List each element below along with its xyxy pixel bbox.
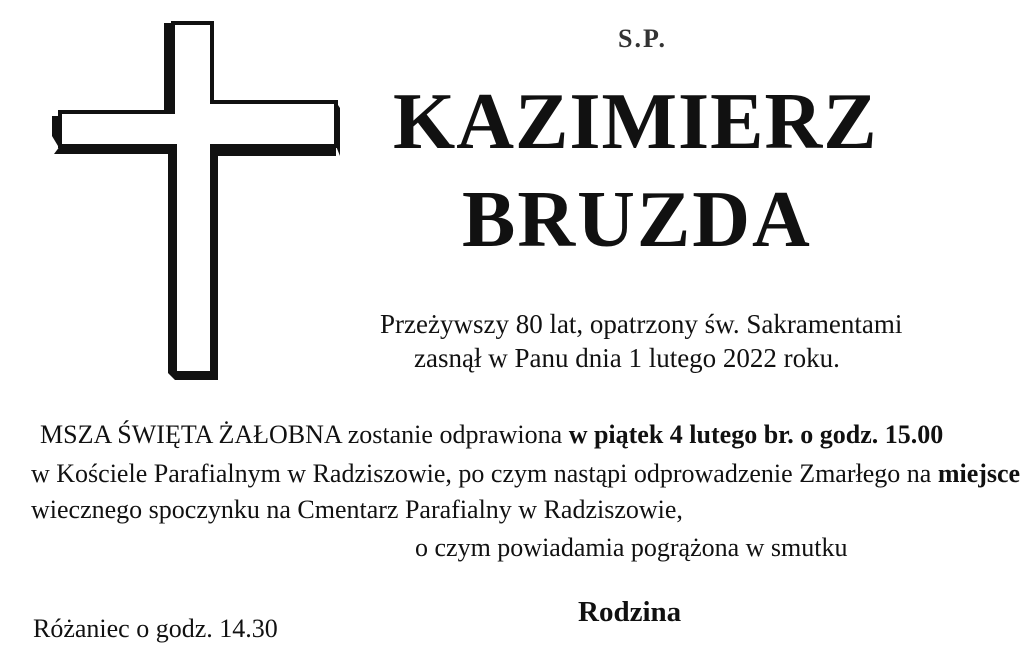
mass-line-2 (31, 459, 1020, 489)
cross-icon (40, 18, 350, 388)
family-signature: Rodzina (578, 596, 682, 628)
deceased-surname: BRUZDA (462, 176, 812, 264)
mass-line-2-text: w Kościele Parafialnym w Radziszowie, po czym nastąpi odprowadzenie Zmarłego na (31, 459, 938, 488)
mass-line-1 (40, 420, 943, 450)
mass-line-2-end: miejsce (937, 459, 1020, 488)
notify-line: o czym powiadamia pogrążona w smutku (415, 533, 848, 562)
mass-when: w piątek 4 lutego br. o godz. 15.00 (568, 420, 944, 449)
sp-abbreviation: S.P. (618, 24, 667, 53)
rosary-time: Różaniec o godz. 14.30 (33, 614, 278, 643)
mass-intro: MSZA ŚWIĘTA ŻAŁOBNA zostanie odprawiona (40, 420, 569, 449)
deceased-given-name: KAZIMIERZ (393, 78, 878, 166)
life-line-2: zasnął w Panu dnia 1 lutego 2022 roku. (414, 343, 840, 373)
life-line-1: Przeżywszy 80 lat, opatrzony św. Sakramentami (380, 309, 903, 339)
mass-line-3: wiecznego spoczynku na Cmentarz Parafialny w Radziszowie, (31, 495, 683, 524)
